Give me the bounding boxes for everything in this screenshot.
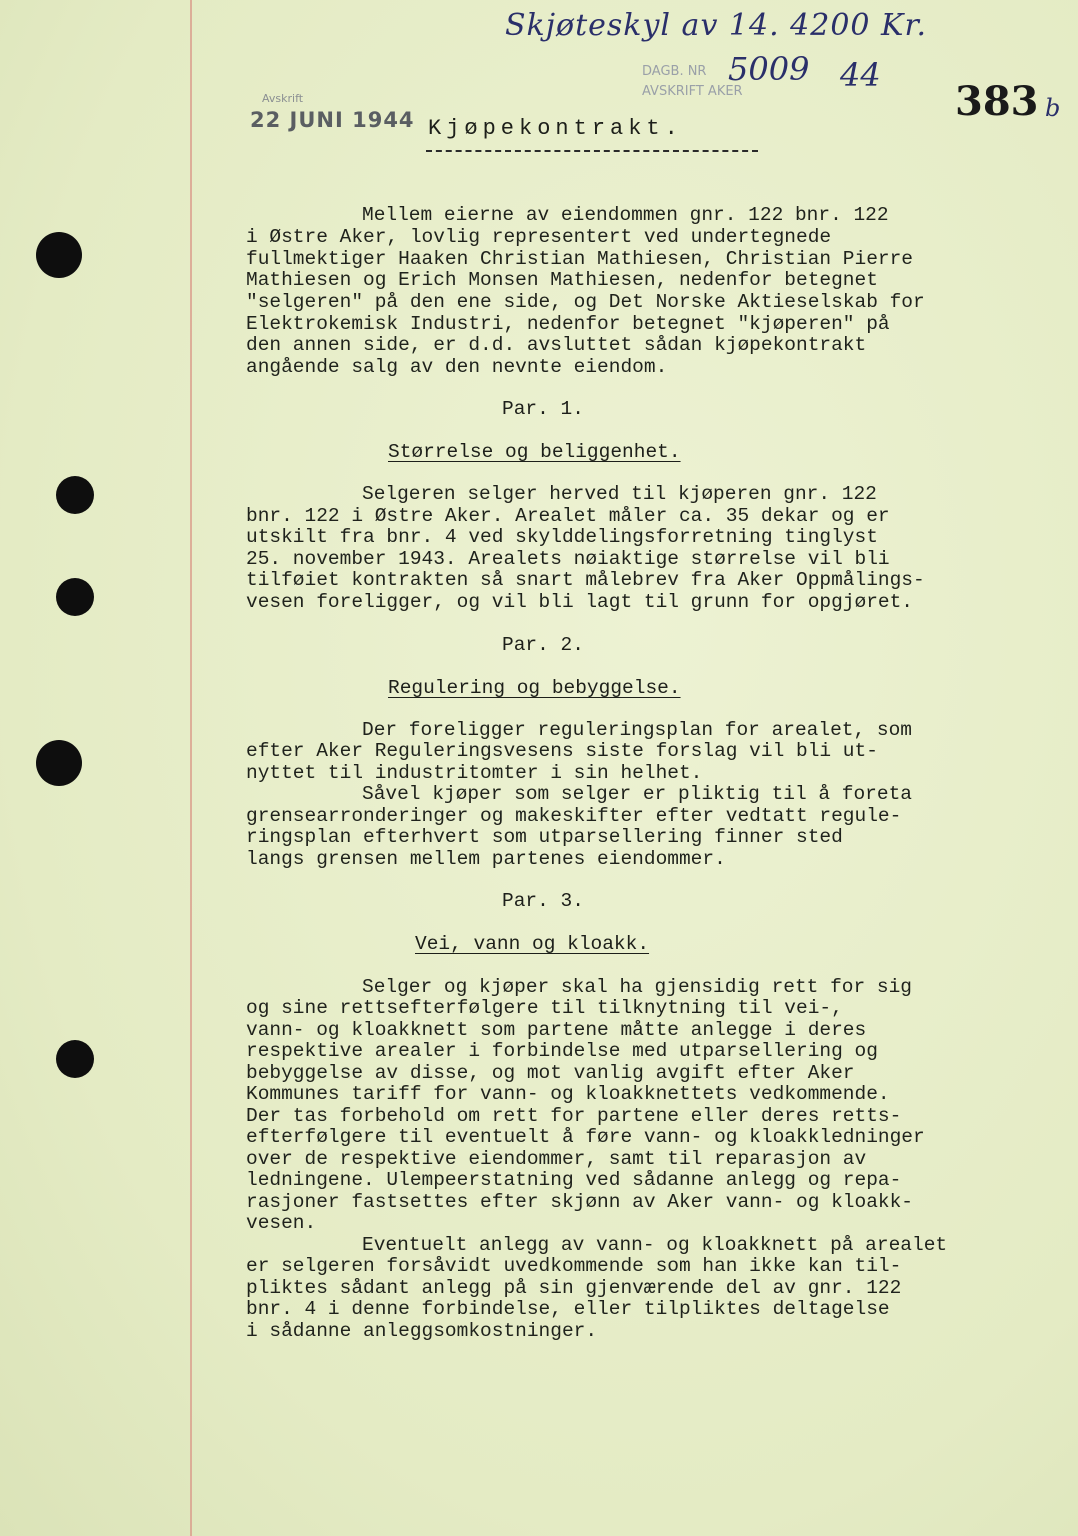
text-line: pliktes sådant anlegg på sin gjenværende del av gnr. 122 bbox=[246, 1277, 902, 1299]
text-line: utskilt fra bnr. 4 ved skylddelingsforretning tinglyst bbox=[246, 526, 878, 548]
text-line: efterfølgere til eventuelt å føre vann- og kloakkledninger bbox=[246, 1126, 925, 1148]
text-line: langs grensen mellem partenes eiendommer. bbox=[246, 848, 726, 870]
page-number: 383 bbox=[955, 78, 1039, 125]
punch-hole bbox=[36, 232, 82, 278]
date-stamp: 22 JUNI 1944 bbox=[250, 108, 415, 132]
text-line: bnr. 122 i Østre Aker. Arealet måler ca. 35 dekar og er bbox=[246, 505, 890, 527]
section-heading: Vei, vann og kloakk. bbox=[415, 933, 650, 955]
document-title: Kjøpekontrakt. bbox=[428, 116, 683, 141]
dagb-label: DAGB. NR bbox=[642, 64, 707, 79]
title-underline bbox=[426, 150, 758, 152]
text-line: Såvel kjøper som selger er pliktig til å foreta bbox=[362, 783, 912, 805]
text-line: grensearronderinger og makeskifter efter vedtatt regule- bbox=[246, 805, 902, 827]
text-line: 25. november 1943. Arealets nøiaktige størrelse vil bli bbox=[246, 548, 890, 570]
section-heading: Regulering og bebyggelse. bbox=[388, 677, 681, 699]
text-line: vann- og kloakknett som partene måtte anlegge i deres bbox=[246, 1019, 867, 1041]
punch-hole bbox=[56, 578, 94, 616]
punch-hole bbox=[36, 740, 82, 786]
section-heading: Størrelse og beliggenhet. bbox=[388, 441, 681, 463]
paragraph-number: Par. 1. bbox=[502, 398, 584, 420]
text-line: Eventuelt anlegg av vann- og kloakknett på arealet bbox=[362, 1234, 948, 1256]
text-line: nyttet til industritomter i sin helhet. bbox=[246, 762, 703, 784]
text-line: Elektrokemisk Industri, nedenfor betegnet "kjøperen" på bbox=[246, 313, 890, 335]
punch-hole bbox=[56, 1040, 94, 1078]
paragraph-number: Par. 3. bbox=[502, 890, 584, 912]
text-line: i sådanne anleggsomkostninger. bbox=[246, 1320, 598, 1342]
text-line: bebyggelse av disse, og mot vanlig avgift efter Aker bbox=[246, 1062, 855, 1084]
text-line: fullmektiger Haaken Christian Mathiesen, Christian Pierre bbox=[246, 248, 914, 270]
text-line: "selgeren" på den ene side, og Det Norske Aktieselskab for bbox=[246, 291, 925, 313]
text-line: Mathiesen og Erich Monsen Mathiesen, nedenfor betegnet bbox=[246, 269, 878, 291]
text-line: angående salg av den nevnte eiendom. bbox=[246, 356, 668, 378]
page-letter: b bbox=[1045, 94, 1061, 122]
text-line: Selgeren selger herved til kjøperen gnr. 122 bbox=[362, 483, 877, 505]
document-year: 44 bbox=[840, 56, 881, 94]
text-line: Kommunes tariff for vann- og kloakknettets vedkommende. bbox=[246, 1083, 890, 1105]
text-line: er selgeren forsåvidt uvedkommende som han ikke kan til- bbox=[246, 1255, 902, 1277]
text-line: ringsplan efterhvert som utparsellering finner sted bbox=[246, 826, 843, 848]
text-line: vesen. bbox=[246, 1212, 317, 1234]
stamp-label: Avskrift bbox=[262, 92, 304, 105]
text-line: over de respektive eiendommer, samt til reparasjon av bbox=[246, 1148, 867, 1170]
text-line: Mellem eierne av eiendommen gnr. 122 bnr. 122 bbox=[362, 204, 889, 226]
margin-rule bbox=[190, 0, 192, 1536]
text-line: i Østre Aker, lovlig representert ved undertegnede bbox=[246, 226, 832, 248]
text-line: ledningene. Ulempeerstatning ved sådanne anlegg og repa- bbox=[246, 1169, 902, 1191]
text-line: den annen side, er d.d. avsluttet sådan kjøpekontrakt bbox=[246, 334, 867, 356]
text-line: Der foreligger reguleringsplan for arealet, som bbox=[362, 719, 912, 741]
avskrift-label: AVSKRIFT AKER bbox=[642, 84, 743, 99]
text-line: respektive arealer i forbindelse med utparsellering og bbox=[246, 1040, 878, 1062]
text-line: vesen foreligger, og vil bli lagt til grunn for opgjøret. bbox=[246, 591, 914, 613]
text-line: tilføiet kontrakten så snart målebrev fra Aker Oppmålings- bbox=[246, 569, 925, 591]
document-number: 5009 bbox=[728, 50, 810, 88]
text-line: Der tas forbehold om rett for partene eller deres retts- bbox=[246, 1105, 902, 1127]
punch-hole bbox=[56, 476, 94, 514]
handwritten-note: Skjøteskyl av 14. 4200 Kr. bbox=[505, 8, 928, 43]
text-line: og sine rettsefterfølgere til tilknytning til vei-, bbox=[246, 997, 843, 1019]
text-line: efter Aker Reguleringsvesens siste forslag vil bli ut- bbox=[246, 740, 878, 762]
text-line: Selger og kjøper skal ha gjensidig rett for sig bbox=[362, 976, 912, 998]
text-line: bnr. 4 i denne forbindelse, eller tilpliktes deltagelse bbox=[246, 1298, 890, 1320]
paragraph-number: Par. 2. bbox=[502, 634, 584, 656]
text-line: rasjoner fastsettes efter skjønn av Aker vann- og kloakk- bbox=[246, 1191, 914, 1213]
